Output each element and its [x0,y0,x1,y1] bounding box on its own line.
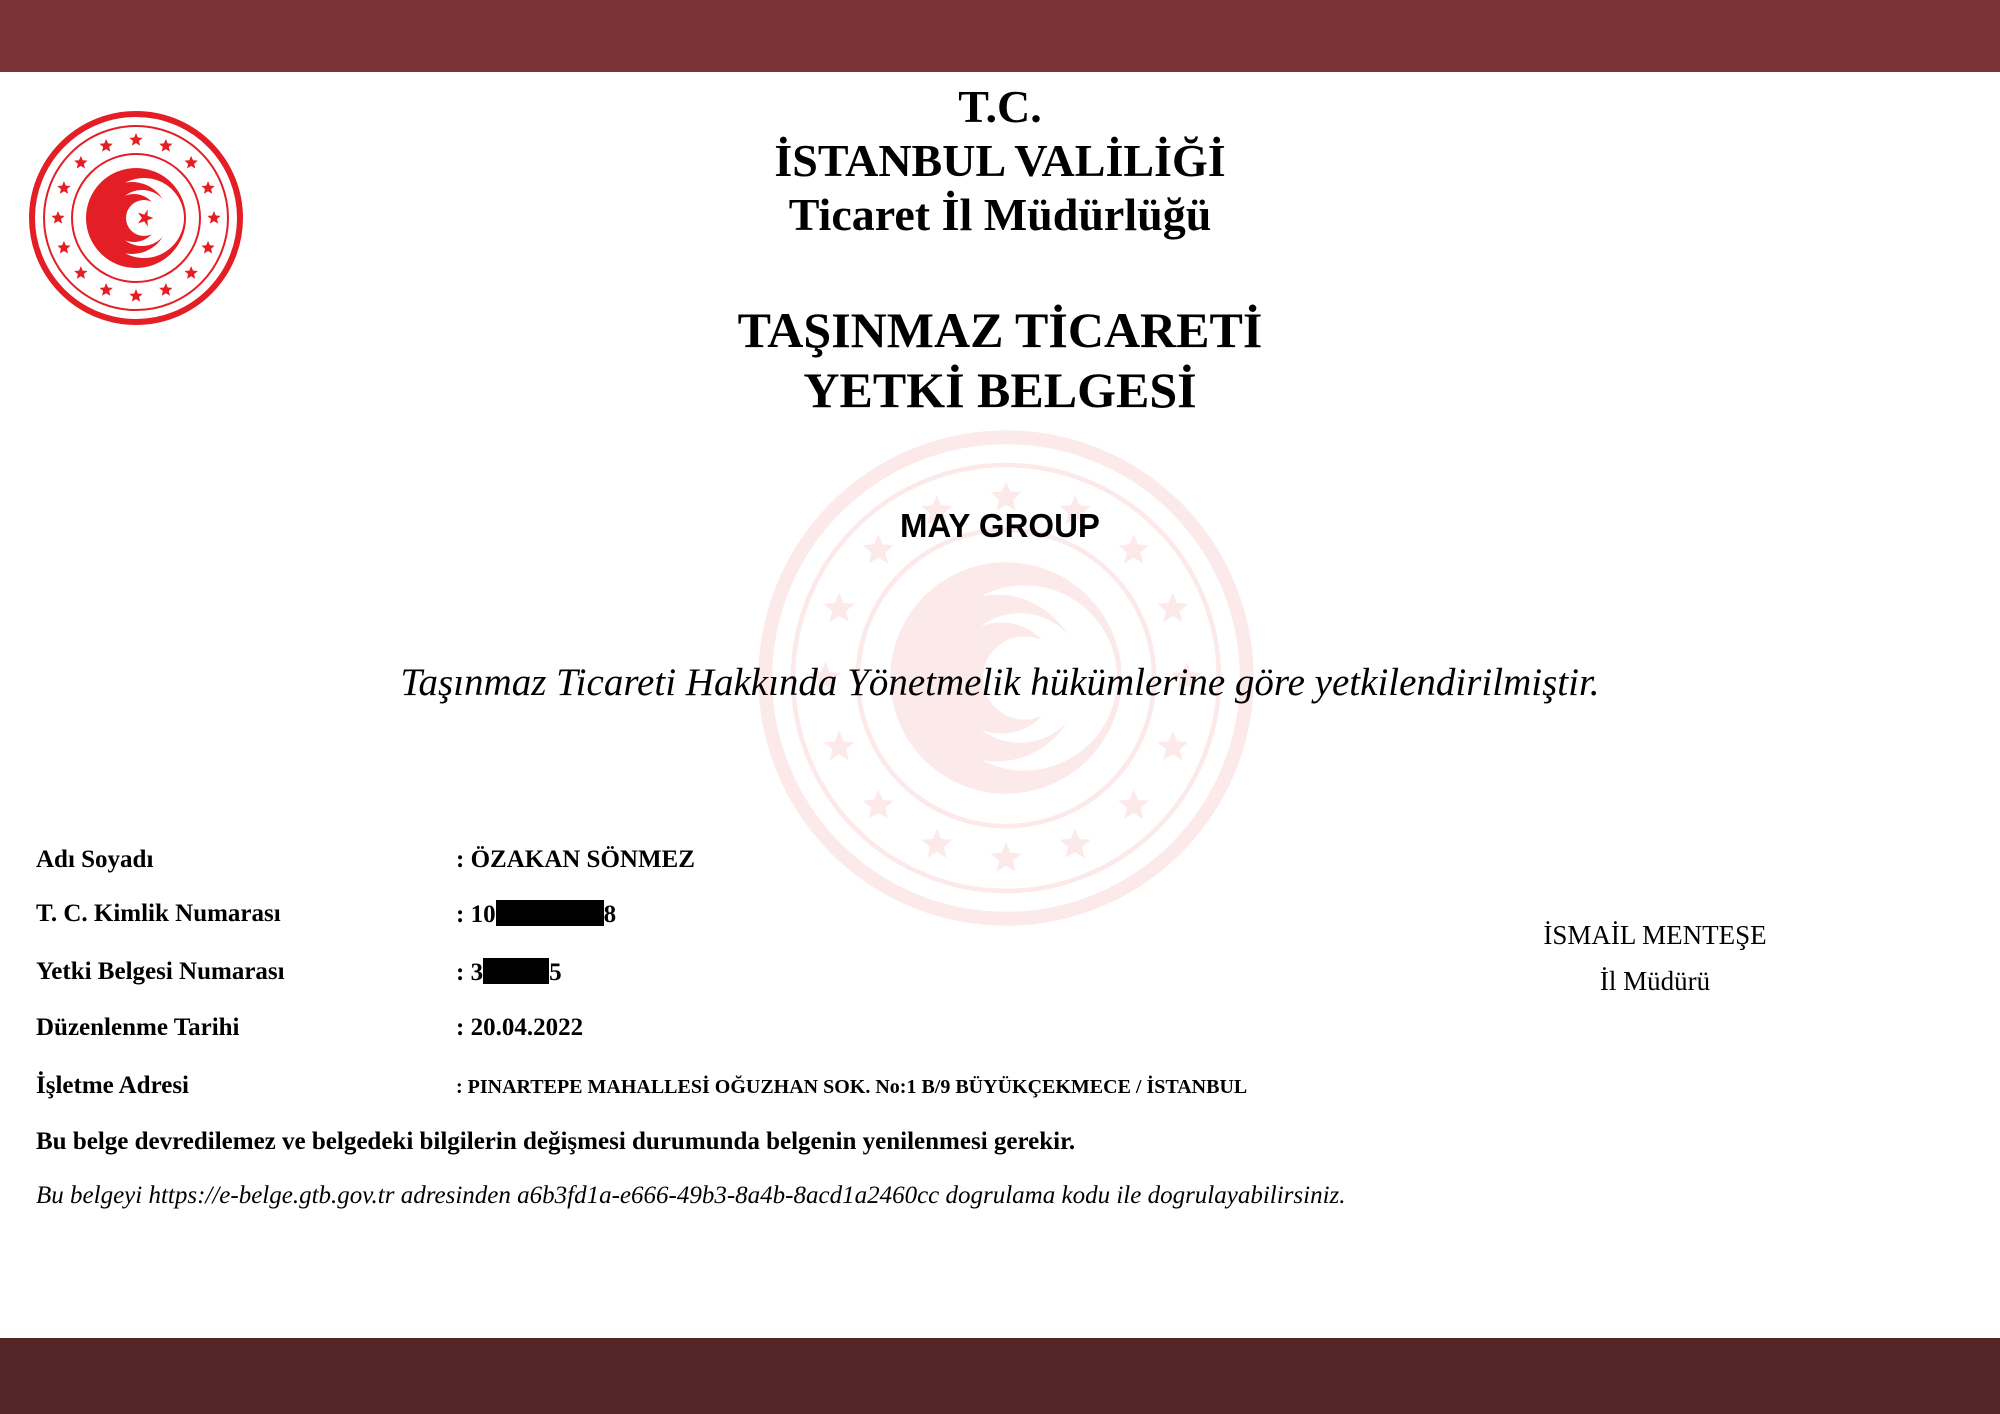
field-label: Adı Soyadı [36,846,154,873]
value-suffix: 5 [549,959,562,986]
seal-star-icon [185,156,198,169]
verification-note: Bu belgeyi https://e-belge.gtb.gov.tr adresinden a6b3fd1a-e666-49b3-8a4b-8acd1a2460cc dogrulama kodu ile dogrulayabilirsiniz. [36,1182,1346,1209]
header-directorate: Ticaret İl Müdürlüğü [788,189,1212,240]
field-row-address [36,1072,1436,1112]
value-suffix: 8 [603,901,617,928]
field-value [456,958,562,987]
seal-star-icon [57,241,70,254]
seal-star-icon [824,731,855,760]
company-name: MAY GROUP [900,507,1100,544]
seal-star-icon [129,289,142,302]
seal-star-icon [99,283,112,296]
seal-star-icon [99,139,112,152]
document-title [500,300,1500,420]
seal-star-icon [51,211,64,224]
field-label: T. C. Kimlik Numarası [36,900,281,927]
seal-star-icon [201,241,214,254]
header-governorship: İSTANBUL VALİLİĞİ [774,135,1226,186]
signatory [1460,912,1850,1004]
title-line-1: TAŞINMAZ TİCARETİ [737,302,1263,358]
seal-star-icon [863,789,894,818]
field-label: İşletme Adresi [36,1072,189,1099]
seal-star-icon [1157,593,1188,622]
transfer-notice: Bu belge devredilemez ve belgedeki bilgilerin değişmesi durumunda belgenin yenilenmesi gerekir. [36,1128,1076,1155]
field-value: : 20.04.2022 [456,1014,584,1041]
seal-star-icon [201,181,214,194]
seal-star-icon [1118,789,1149,818]
seal-star-icon [824,593,855,622]
field-value [456,900,616,929]
field-value: : PINARTEPE MAHALLESİ OĞUZHAN SOK. No:1 B/9 BÜYÜKÇEKMECE / İSTANBUL [456,1076,1248,1098]
signer-title: İl Müdürü [1599,966,1711,996]
header-tc: T.C. [958,81,1042,132]
ministry-seal-icon [28,110,244,326]
issuer-header [500,80,1500,242]
seal-star-icon [57,181,70,194]
signer-name: İSMAİL MENTEŞE [1543,920,1767,950]
seal-star-icon [159,139,172,152]
seal-star-icon [74,266,87,279]
top-band [0,0,2000,72]
seal-star-icon [1157,731,1188,760]
bottom-band [0,1338,2000,1414]
field-value: : ÖZAKAN SÖNMEZ [456,846,695,873]
seal-star-icon [159,283,172,296]
field-label: Yetki Belgesi Numarası [36,958,285,985]
field-row-cert-no [36,958,1436,998]
seal-star-icon [185,266,198,279]
title-line-2: YETKİ BELGESİ [803,362,1197,418]
redaction-bar [496,900,604,926]
redaction-bar [483,958,549,984]
field-label: Düzenlenme Tarihi [36,1014,240,1041]
value-prefix: : 3 [456,959,484,986]
field-row-tc-no [36,900,1436,940]
authorization-statement: Taşınmaz Ticareti Hakkında Yönetmelik hükümlerine göre yetkilendirilmiştir. [400,661,1600,704]
seal-star-icon [74,156,87,169]
field-row-name [36,846,1436,886]
seal-star-icon [207,211,220,224]
value-prefix: : 10 [456,901,496,928]
field-row-date [36,1014,1436,1054]
seal-star-icon [129,133,142,146]
